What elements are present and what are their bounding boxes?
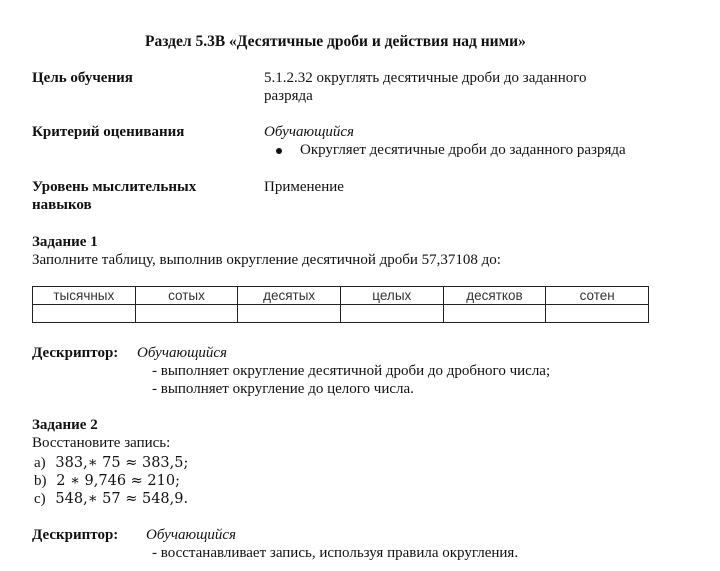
- item-letter: a): [34, 455, 46, 471]
- goal-label: Цель обучения: [32, 70, 133, 86]
- level-label-line1: Уровень мыслительных: [32, 179, 197, 195]
- item-expression: 383,∗ 75 ≈ 383,5;: [55, 455, 189, 471]
- task1-title: Задание 1: [32, 234, 98, 250]
- item-expression: 2 ∗ 9,746 ≈ 210;: [56, 473, 180, 489]
- goal-value-line2: разряда: [264, 88, 313, 104]
- task2-item: [34, 473, 180, 490]
- task2-instruction: Восстановите запись:: [32, 435, 171, 451]
- task2-title: Задание 2: [32, 417, 98, 433]
- table-header-row: [33, 287, 649, 305]
- answer-cell[interactable]: [135, 305, 238, 323]
- item-letter: b): [34, 473, 47, 489]
- criteria-subject: Обучающийся: [264, 124, 355, 140]
- descriptor1-label: Дескриптор:: [32, 345, 119, 361]
- task2-item: [34, 491, 188, 508]
- table-header-cell: целых: [340, 287, 443, 305]
- item-letter: c): [34, 491, 46, 507]
- descriptor1-item: - выполняет округление до целого числа.: [152, 381, 414, 397]
- bullet-icon: [276, 148, 282, 154]
- item-expression: 548,∗ 57 ≈ 548,9.: [55, 491, 189, 507]
- level-label-line2: навыков: [32, 197, 92, 213]
- criteria-bullet-item: [276, 142, 626, 159]
- answer-cell[interactable]: [238, 305, 341, 323]
- answer-cell[interactable]: [33, 305, 136, 323]
- level-value: Применение: [264, 179, 344, 195]
- descriptor1-item: - выполняет округление десятичной дроби до дробного числа;: [152, 363, 551, 379]
- section-title: Раздел 5.3В «Десятичные дроби и действия над ними»: [145, 33, 526, 50]
- answer-cell[interactable]: [546, 305, 649, 323]
- table-header-cell: десятков: [443, 287, 546, 305]
- rounding-table: [32, 286, 649, 323]
- criteria-label: Критерий оценивания: [32, 124, 185, 140]
- table-header-cell: десятых: [238, 287, 341, 305]
- table-answer-row: [33, 305, 649, 323]
- answer-cell[interactable]: [443, 305, 546, 323]
- table-header-cell: сотен: [546, 287, 649, 305]
- answer-cell[interactable]: [340, 305, 443, 323]
- descriptor2-item: - восстанавливает запись, используя правила округления.: [152, 545, 519, 561]
- descriptor1-subject: Обучающийся: [137, 345, 228, 361]
- task2-item: [34, 455, 188, 472]
- table-header-cell: тысячных: [33, 287, 136, 305]
- goal-value-line1: 5.1.2.32 округлять десятичные дроби до заданного: [264, 70, 587, 86]
- descriptor2-label: Дескриптор:: [32, 527, 119, 543]
- task1-instruction: Заполните таблицу, выполнив округление десятичной дроби 57,37108 до:: [32, 252, 501, 268]
- table-header-cell: сотых: [135, 287, 238, 305]
- criteria-bullet-text: Округляет десятичные дроби до заданного разряда: [300, 142, 626, 158]
- descriptor2-subject: Обучающийся: [146, 527, 237, 543]
